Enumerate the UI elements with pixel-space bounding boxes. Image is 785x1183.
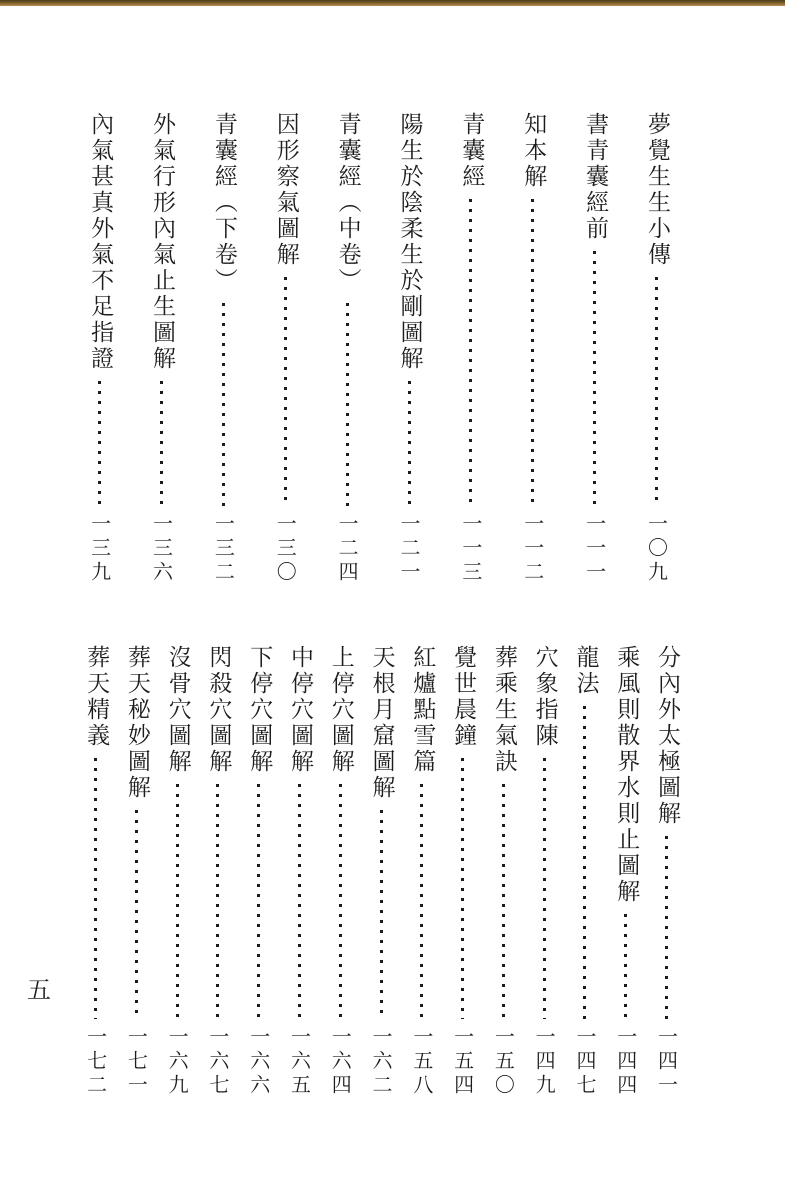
toc-entry (409, 645, 436, 1098)
toc-section-upper (88, 112, 668, 585)
toc-entry-title: 閃殺穴圖解 (205, 645, 232, 775)
toc-entry (645, 112, 668, 585)
toc-entry (450, 645, 477, 1098)
toc-entry (572, 645, 599, 1098)
toc-entry (274, 112, 297, 585)
toc-entry-title: 葬天精義 (83, 645, 110, 749)
toc-entry-page-number: 一五四 (450, 1026, 475, 1098)
toc-entry (458, 112, 485, 585)
toc-entry-page-number: 一六九 (165, 1026, 190, 1098)
toc-entry-page-number: 一三六 (149, 513, 174, 585)
dot-leader (222, 303, 225, 506)
toc-entry-title: 沒骨穴圖解 (164, 645, 191, 775)
dot-leader (380, 810, 383, 1019)
toc-entry-page-number: 一三九 (87, 513, 112, 585)
toc-entry (655, 645, 678, 1098)
dot-leader (94, 758, 97, 1019)
toc-entry (398, 112, 421, 585)
folio-page-number: 五 (27, 976, 51, 1004)
toc-entry-page-number: 一三〇 (273, 513, 298, 585)
toc-entry (613, 645, 640, 1098)
toc-entry (329, 645, 352, 1098)
toc-entry-page-number: 一三二 (211, 513, 236, 585)
dot-leader (531, 199, 534, 506)
toc-entry-page-number: 一六五 (287, 1026, 312, 1098)
dot-leader (665, 836, 668, 1019)
toc-entry (150, 112, 173, 585)
dot-leader (216, 784, 219, 1019)
toc-entry-page-number: 一二一 (397, 513, 421, 585)
toc-entry-title: 書青囊經前 (582, 112, 609, 242)
toc-entry-title: 葬乘生氣訣 (490, 645, 517, 775)
toc-entry-title: 分內外太極圖解 (654, 645, 680, 827)
toc-entry (212, 112, 235, 585)
toc-entry-page-number: 一六二 (369, 1026, 394, 1098)
toc-section-lower (84, 645, 678, 1098)
toc-entry-page-number: 一六六 (246, 1026, 271, 1098)
dot-leader (469, 199, 472, 506)
toc-entry-title: 乘風則散界水則止圖解 (613, 645, 640, 905)
dot-leader (408, 381, 411, 506)
toc-entry-title: 知本解 (520, 112, 547, 190)
scan-top-edge-bar (0, 0, 785, 6)
toc-entry (533, 645, 556, 1098)
toc-entry-page-number: 一一一 (582, 513, 607, 585)
toc-entry-page-number: 一七一 (124, 1026, 149, 1098)
toc-entry-page-number: 一一二 (520, 513, 545, 585)
toc-entry-title: 因形察氣圖解 (272, 112, 299, 268)
toc-entry-page-number: 一四四 (613, 1026, 638, 1098)
dot-leader (346, 303, 349, 506)
toc-entry-title: 葬天秘妙圖解 (123, 645, 150, 801)
toc-entry-page-number: 一二四 (335, 513, 360, 585)
dot-leader (502, 784, 505, 1019)
dot-leader (257, 784, 260, 1019)
dot-leader (98, 381, 101, 506)
toc-entry (166, 645, 189, 1098)
dot-leader (135, 810, 138, 1019)
dot-leader (160, 381, 163, 506)
toc-entry (246, 645, 273, 1098)
toc-entry-page-number: 一四九 (532, 1026, 557, 1098)
dot-leader (339, 784, 342, 1019)
toc-entry (125, 645, 148, 1098)
toc-entry (205, 645, 232, 1098)
toc-entry-page-number: 一〇九 (644, 513, 669, 585)
toc-entry-page-number: 一六七 (205, 1026, 230, 1098)
toc-entry (520, 112, 547, 585)
toc-entry (336, 112, 359, 585)
toc-entry-page-number: 一五八 (409, 1026, 434, 1098)
toc-entry-page-number: 一四七 (572, 1026, 597, 1098)
dot-leader (655, 277, 658, 506)
toc-entry-title: 內氣甚真外氣不足指證 (87, 112, 114, 372)
dot-leader (298, 784, 301, 1019)
toc-entry-title: 中停穴圖解 (286, 645, 313, 775)
toc-entry-title: 夢覺生生小傳 (644, 112, 670, 268)
toc-entry-title: 青囊經 (458, 112, 485, 190)
toc-entry (83, 645, 110, 1098)
toc-entry-page-number: 一七二 (83, 1026, 108, 1098)
toc-entry-title: 天根月窟圖解 (368, 645, 395, 801)
toc-entry-page-number: 一四一 (654, 1026, 679, 1098)
toc-entry-title: 外氣行形內氣止生圖解 (149, 112, 175, 372)
toc-entry (492, 645, 515, 1098)
dot-leader (420, 784, 423, 1019)
toc-entry-title: 紅爐點雪篇 (409, 645, 436, 775)
dot-leader (583, 706, 586, 1019)
toc-entry-title: 龍法 (572, 645, 599, 697)
toc-entry (87, 112, 114, 585)
dot-leader (624, 914, 627, 1019)
toc-entry (370, 645, 393, 1098)
toc-entry-title: 陽生於陰柔生於剛圖解 (396, 112, 423, 372)
toc-entry-title: 穴象指陳 (531, 645, 558, 749)
toc-entry-page-number: 一一三 (458, 513, 483, 585)
dot-leader (461, 758, 464, 1019)
toc-entry-title: 上停穴圖解 (327, 645, 354, 775)
toc-entry-title: 覺世晨鐘 (450, 645, 477, 749)
toc-entry-page-number: 一六四 (328, 1026, 353, 1098)
toc-entry-title: 青囊經（下卷） (210, 112, 237, 294)
dot-leader (543, 758, 546, 1019)
dot-leader (284, 277, 287, 506)
toc-entry (582, 112, 609, 585)
dot-leader (593, 251, 596, 506)
toc-entry-title: 下停穴圖解 (246, 645, 273, 775)
toc-entry (288, 645, 311, 1098)
toc-entry-page-number: 一五〇 (491, 1026, 516, 1098)
toc-entry-title: 青囊經（中卷） (334, 112, 361, 294)
dot-leader (176, 784, 179, 1019)
